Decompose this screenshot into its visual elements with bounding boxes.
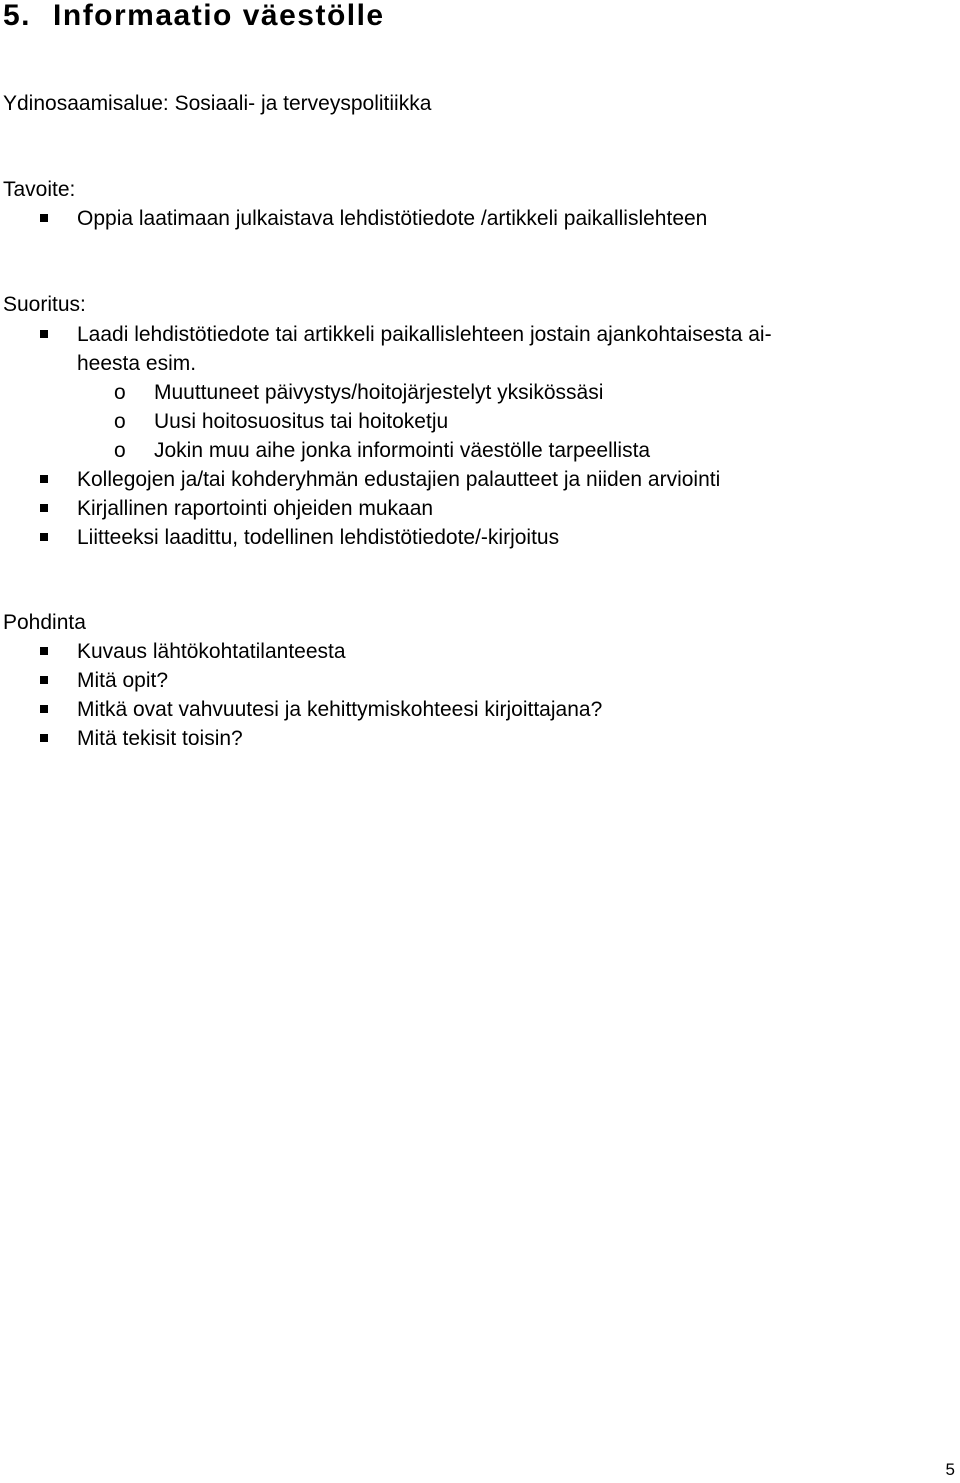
execution-sub-item-text: Muuttuneet päivystys/hoitojärjestelyt yksikössäsi [154, 381, 604, 404]
core-area-line: Ydinosaamisalue: Sosiaali- ja terveyspolitiikka [3, 92, 432, 115]
square-bullet-icon [40, 734, 48, 742]
square-bullet-icon [40, 533, 48, 541]
reflection-item-text: Mitkä ovat vahvuutesi ja kehittymiskohteesi kirjoittajana? [77, 698, 603, 721]
goal-item-text: Oppia laatimaan julkaistava lehdistötiedote /artikkeli paikallislehteen [77, 207, 708, 230]
reflection-item-text: Kuvaus lähtökohtatilanteesta [77, 640, 346, 663]
reflection-item-text: Mitä opit? [77, 669, 169, 692]
execution-item-text: Laadi lehdistötiedote tai artikkeli paikallislehteen jostain ajankohtaisesta ai- [77, 323, 772, 346]
execution-item-text: Liitteeksi laadittu, todellinen lehdistötiedote/-kirjoitus [77, 526, 560, 549]
section-title: Informaatio väestölle [53, 0, 385, 32]
reflection-item-text: Mitä tekisit toisin? [77, 727, 243, 750]
execution-label: Suoritus: [3, 293, 86, 316]
square-bullet-icon [40, 647, 48, 655]
section-number: 5. [3, 0, 32, 32]
execution-item-text-continued: heesta esim. [77, 352, 197, 375]
execution-item-text: Kirjallinen raportointi ohjeiden mukaan [77, 497, 434, 520]
execution-sub-item-text: Jokin muu aihe jonka informointi väestölle tarpeellista [154, 439, 651, 462]
square-bullet-icon [40, 676, 48, 684]
goal-label: Tavoite: [3, 178, 76, 201]
circle-bullet-icon: o [114, 439, 126, 462]
square-bullet-icon [40, 504, 48, 512]
square-bullet-icon [40, 475, 48, 483]
square-bullet-icon [40, 214, 48, 222]
square-bullet-icon [40, 330, 48, 338]
square-bullet-icon [40, 705, 48, 713]
page-number: 5 [945, 1460, 955, 1479]
section-heading [3, 0, 385, 38]
execution-sub-item-text: Uusi hoitosuositus tai hoitoketju [154, 410, 449, 433]
circle-bullet-icon: o [114, 410, 126, 433]
circle-bullet-icon: o [114, 381, 126, 404]
execution-item-text: Kollegojen ja/tai kohderyhmän edustajien palautteet ja niiden arviointi [77, 468, 721, 491]
reflection-label: Pohdinta [3, 611, 86, 634]
